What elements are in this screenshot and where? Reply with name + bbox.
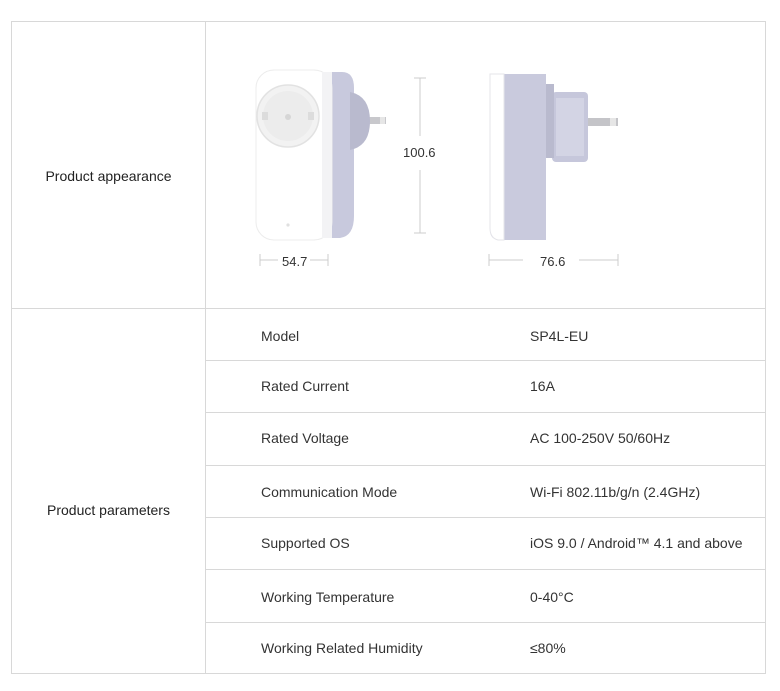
param-name-working-humidity: Working Related Humidity xyxy=(261,640,423,656)
row-divider xyxy=(205,569,766,570)
param-value-rated-voltage: AC 100-250V 50/60Hz xyxy=(530,430,671,446)
param-value-supported-os: iOS 9.0 / Android™ 4.1 and above xyxy=(530,535,743,551)
plug-side-view xyxy=(486,70,626,246)
parameters-label: Product parameters xyxy=(47,502,170,518)
section-divider xyxy=(11,308,766,309)
param-name-communication-mode: Communication Mode xyxy=(261,484,398,500)
param-name-model: Model xyxy=(261,328,300,344)
param-value-working-temperature: 0-40°C xyxy=(530,589,574,605)
width-dimension: 54.7 xyxy=(282,254,308,269)
row-divider xyxy=(205,465,766,466)
plug-front-view xyxy=(250,66,390,246)
param-value-model: SP4L-EU xyxy=(530,328,589,344)
row-divider xyxy=(205,622,766,623)
row-divider xyxy=(205,360,766,361)
column-divider xyxy=(205,21,206,674)
row-divider xyxy=(205,412,766,413)
row-divider xyxy=(205,517,766,518)
param-value-rated-current: 16A xyxy=(530,378,555,394)
param-name-supported-os: Supported OS xyxy=(261,535,350,551)
param-value-working-humidity: ≤80% xyxy=(530,640,566,656)
param-value-communication-mode: Wi-Fi 802.11b/g/n (2.4GHz) xyxy=(530,484,701,500)
height-dimension: 100.6 xyxy=(403,145,436,160)
param-name-working-temperature: Working Temperature xyxy=(261,589,395,605)
param-name-rated-current: Rated Current xyxy=(261,378,349,394)
appearance-label: Product appearance xyxy=(45,168,172,184)
depth-dimension: 76.6 xyxy=(540,254,566,269)
param-name-rated-voltage: Rated Voltage xyxy=(261,430,349,446)
